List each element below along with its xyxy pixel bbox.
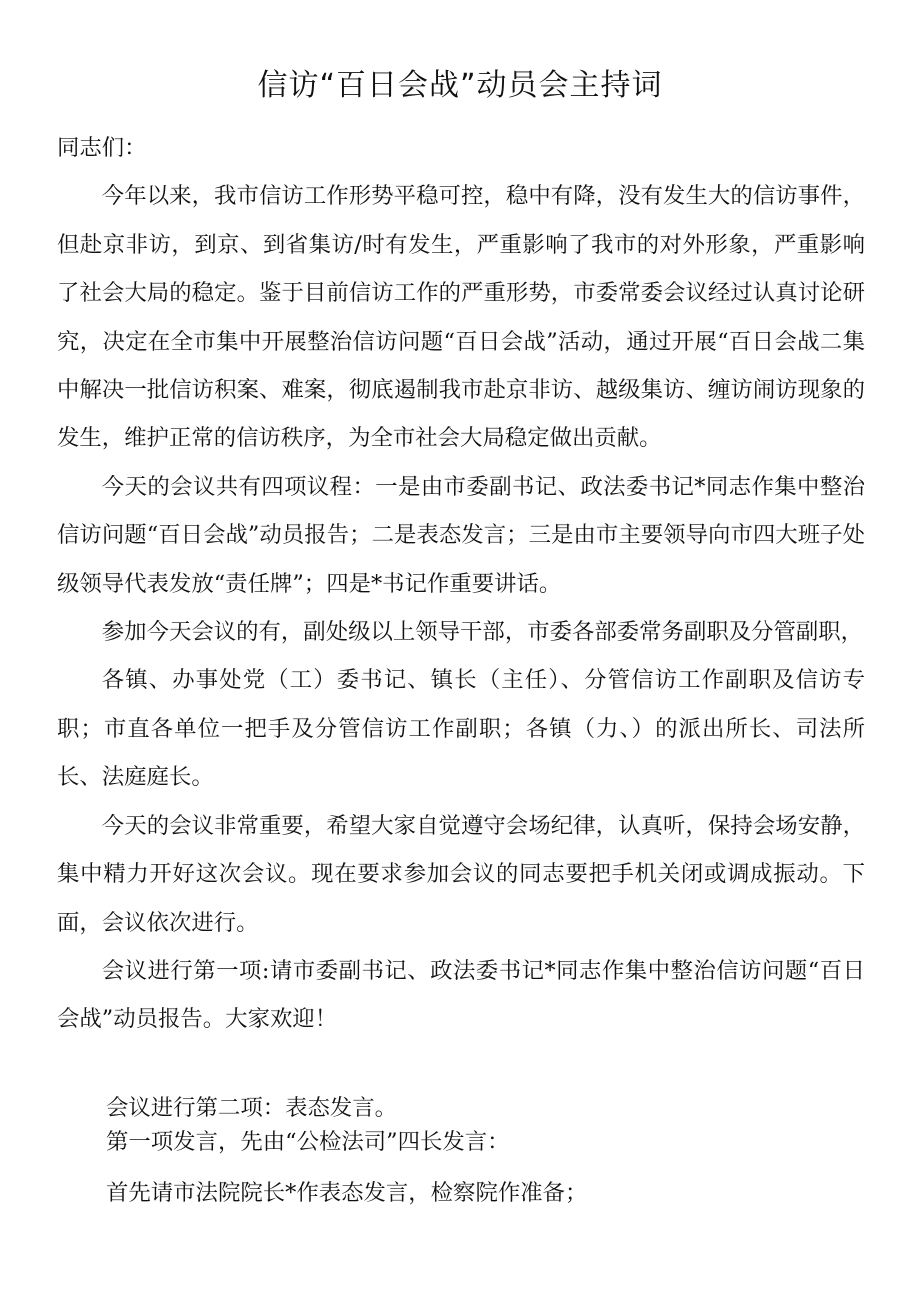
lower-line: 首先请市法院院长*作表态发言，检察院作准备； [106,1180,588,1206]
lower-line-court [106,1177,866,1210]
document-body [57,124,865,1044]
lower-line: 会议进行第二项：表态发言。 [106,1095,398,1121]
paragraph-item-one: 会议进行第一项:请市委副书记、政法委书记*同志作集中整治信访问题“百日会战”动员报告。大家欢迎！ [57,957,865,1033]
paragraph-situation: 今年以来，我市信访工作形势平稳可控，稳中有降，没有发生大的信访事件，但赴京非访，到京、到省集访/时有发生，严重影响了我市的对外形象，严重影响了社会大局的稳定。鉴于目前信访工作的严重形势，市委常委会议经过认真讨论研究，决定在全市集中开展整治信访问题“百日会战”活动，通过开展“百日会战二集中解决一批信访积案、难案，彻底遏制我市赴京非访、越级集访、缠访闹访现象的发生，维护正常的信访秩序，为全市社会大局稳定做出贡献。 [57,183,865,452]
paragraph-agenda: 今天的会议共有四项议程：一是由市委副书记、政法委书记*同志作集中整治信访问题“百日会战”动员报告；二是表态发言；三是由市主要领导向市四大班子处级领导代表发放“责任牌”；四是*书记作重要讲话。 [57,473,865,597]
salutation: 同志们： [57,135,147,161]
paragraph-attendees: 参加今天会议的有，副处级以上领导干部，市委各部委常务副职及分管副职， [101,619,864,646]
paragraph-discipline: 今天的会议非常重要，希望大家自觉遵守会场纪律，认真听，保持会场安静，集中精力开好这次会议。现在要求参加会议的同志要把手机关闭或调成振动。下面，会议依次进行。 [57,812,865,936]
lower-line: 第一项发言，先由“公检法司”四长发言： [106,1129,510,1155]
document-title: 信访“百日会战”动员会主持词 [257,68,663,103]
paragraph-attendees-cont: 各镇、办事处党（工）委书记、镇长（主任）、分管信访工作副职及信访专职；市直各单位一把手及分管信访工作副职；各镇（力、）的派出所长、司法所长、法庭庭长。 [57,667,865,791]
lower-line-item-two [106,1092,866,1125]
lower-line-first-speech [106,1126,866,1159]
